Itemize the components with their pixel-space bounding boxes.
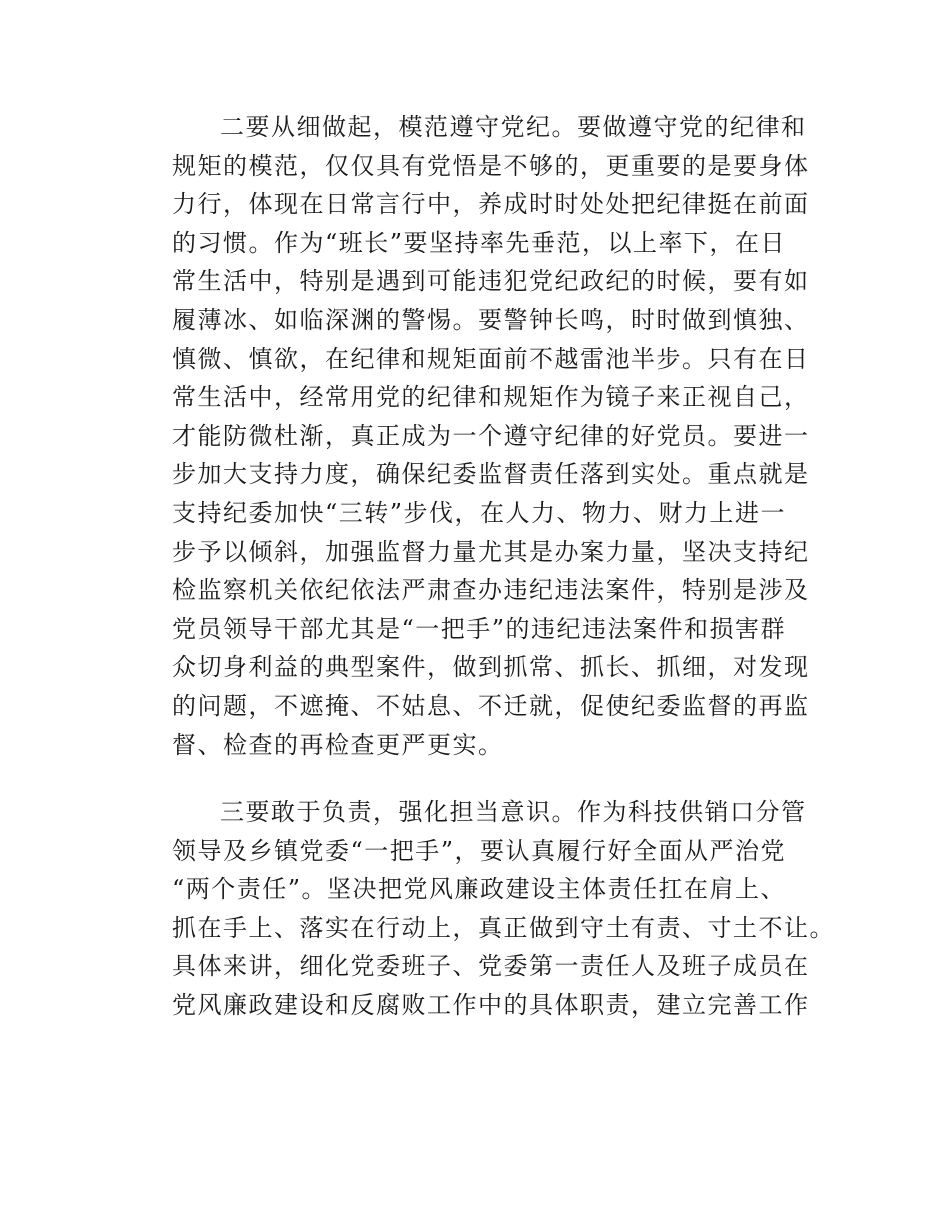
text-line: 党员领导干部尤其是“一把手”的违纪违法案件和损害群 bbox=[172, 614, 787, 643]
text-line: “两个责任”。坚决把党风廉政建设主体责任扛在肩上、 bbox=[172, 875, 787, 904]
text-line: 具体来讲，细化党委班子、党委第一责任人及班子成员在 bbox=[172, 952, 810, 981]
text-line: 慎微、慎欲，在纪律和规矩面前不越雷池半步。只有在日 bbox=[172, 344, 810, 373]
text-line: 党风廉政建设和反腐败工作中的具体职责，建立完善工作 bbox=[172, 991, 810, 1020]
text-line: 众切身利益的典型案件，做到抓常、抓长、抓细，对发现 bbox=[172, 653, 810, 682]
text-line: 督、检查的再检查更严更实。 bbox=[172, 730, 504, 759]
text-line: 力行，体现在日常言行中，养成时时处处把纪律挺在前面 bbox=[172, 190, 810, 219]
text-line: 才能防微杜渐，真正成为一个遵守纪律的好党员。要进一 bbox=[172, 421, 810, 450]
text-line: 检监察机关依纪依法严肃查办违纪违法案件，特别是涉及 bbox=[172, 576, 810, 605]
paragraph-discipline bbox=[172, 108, 812, 764]
text-line: 步予以倾斜，加强监督力量尤其是办案力量，坚决支持纪 bbox=[172, 537, 810, 566]
text-line: 的问题，不遮掩、不姑息、不迁就，促使纪委监督的再监 bbox=[172, 691, 810, 720]
document-body bbox=[172, 108, 835, 1025]
text-line: 领导及乡镇党委“一把手”，要认真履行好全面从严治党 bbox=[172, 836, 787, 865]
text-line: 二要从细做起，模范遵守党纪。要做遵守党的纪律和 bbox=[220, 113, 807, 141]
paragraph-responsibility bbox=[172, 793, 835, 1025]
text-line: 履薄冰、如临深渊的警惕。要警钟长鸣，时时做到慎独、 bbox=[172, 305, 810, 334]
text-line: 常生活中，经常用党的纪律和规矩作为镜子来正视自己， bbox=[172, 383, 810, 412]
text-line: 步加大支持力度，确保纪委监督责任落到实处。重点就是 bbox=[172, 460, 810, 489]
text-line: 抓在手上、落实在行动上，真正做到守土有责、寸土不让。 bbox=[172, 913, 835, 942]
text-line: 支持纪委加快“三转”步伐，在人力、物力、财力上进一 bbox=[172, 498, 787, 527]
text-line: 规矩的模范，仅仅具有党悟是不够的，更重要的是要身体 bbox=[172, 151, 810, 180]
paragraph-spacer bbox=[172, 764, 812, 793]
text-line: 常生活中，特别是遇到可能违犯党纪政纪的时候，要有如 bbox=[172, 267, 810, 296]
text-line: 的习惯。作为“班长”要坚持率先垂范，以上率下，在日 bbox=[172, 228, 787, 257]
text-line: 三要敢于负责，强化担当意识。作为科技供销口分管 bbox=[220, 798, 807, 827]
